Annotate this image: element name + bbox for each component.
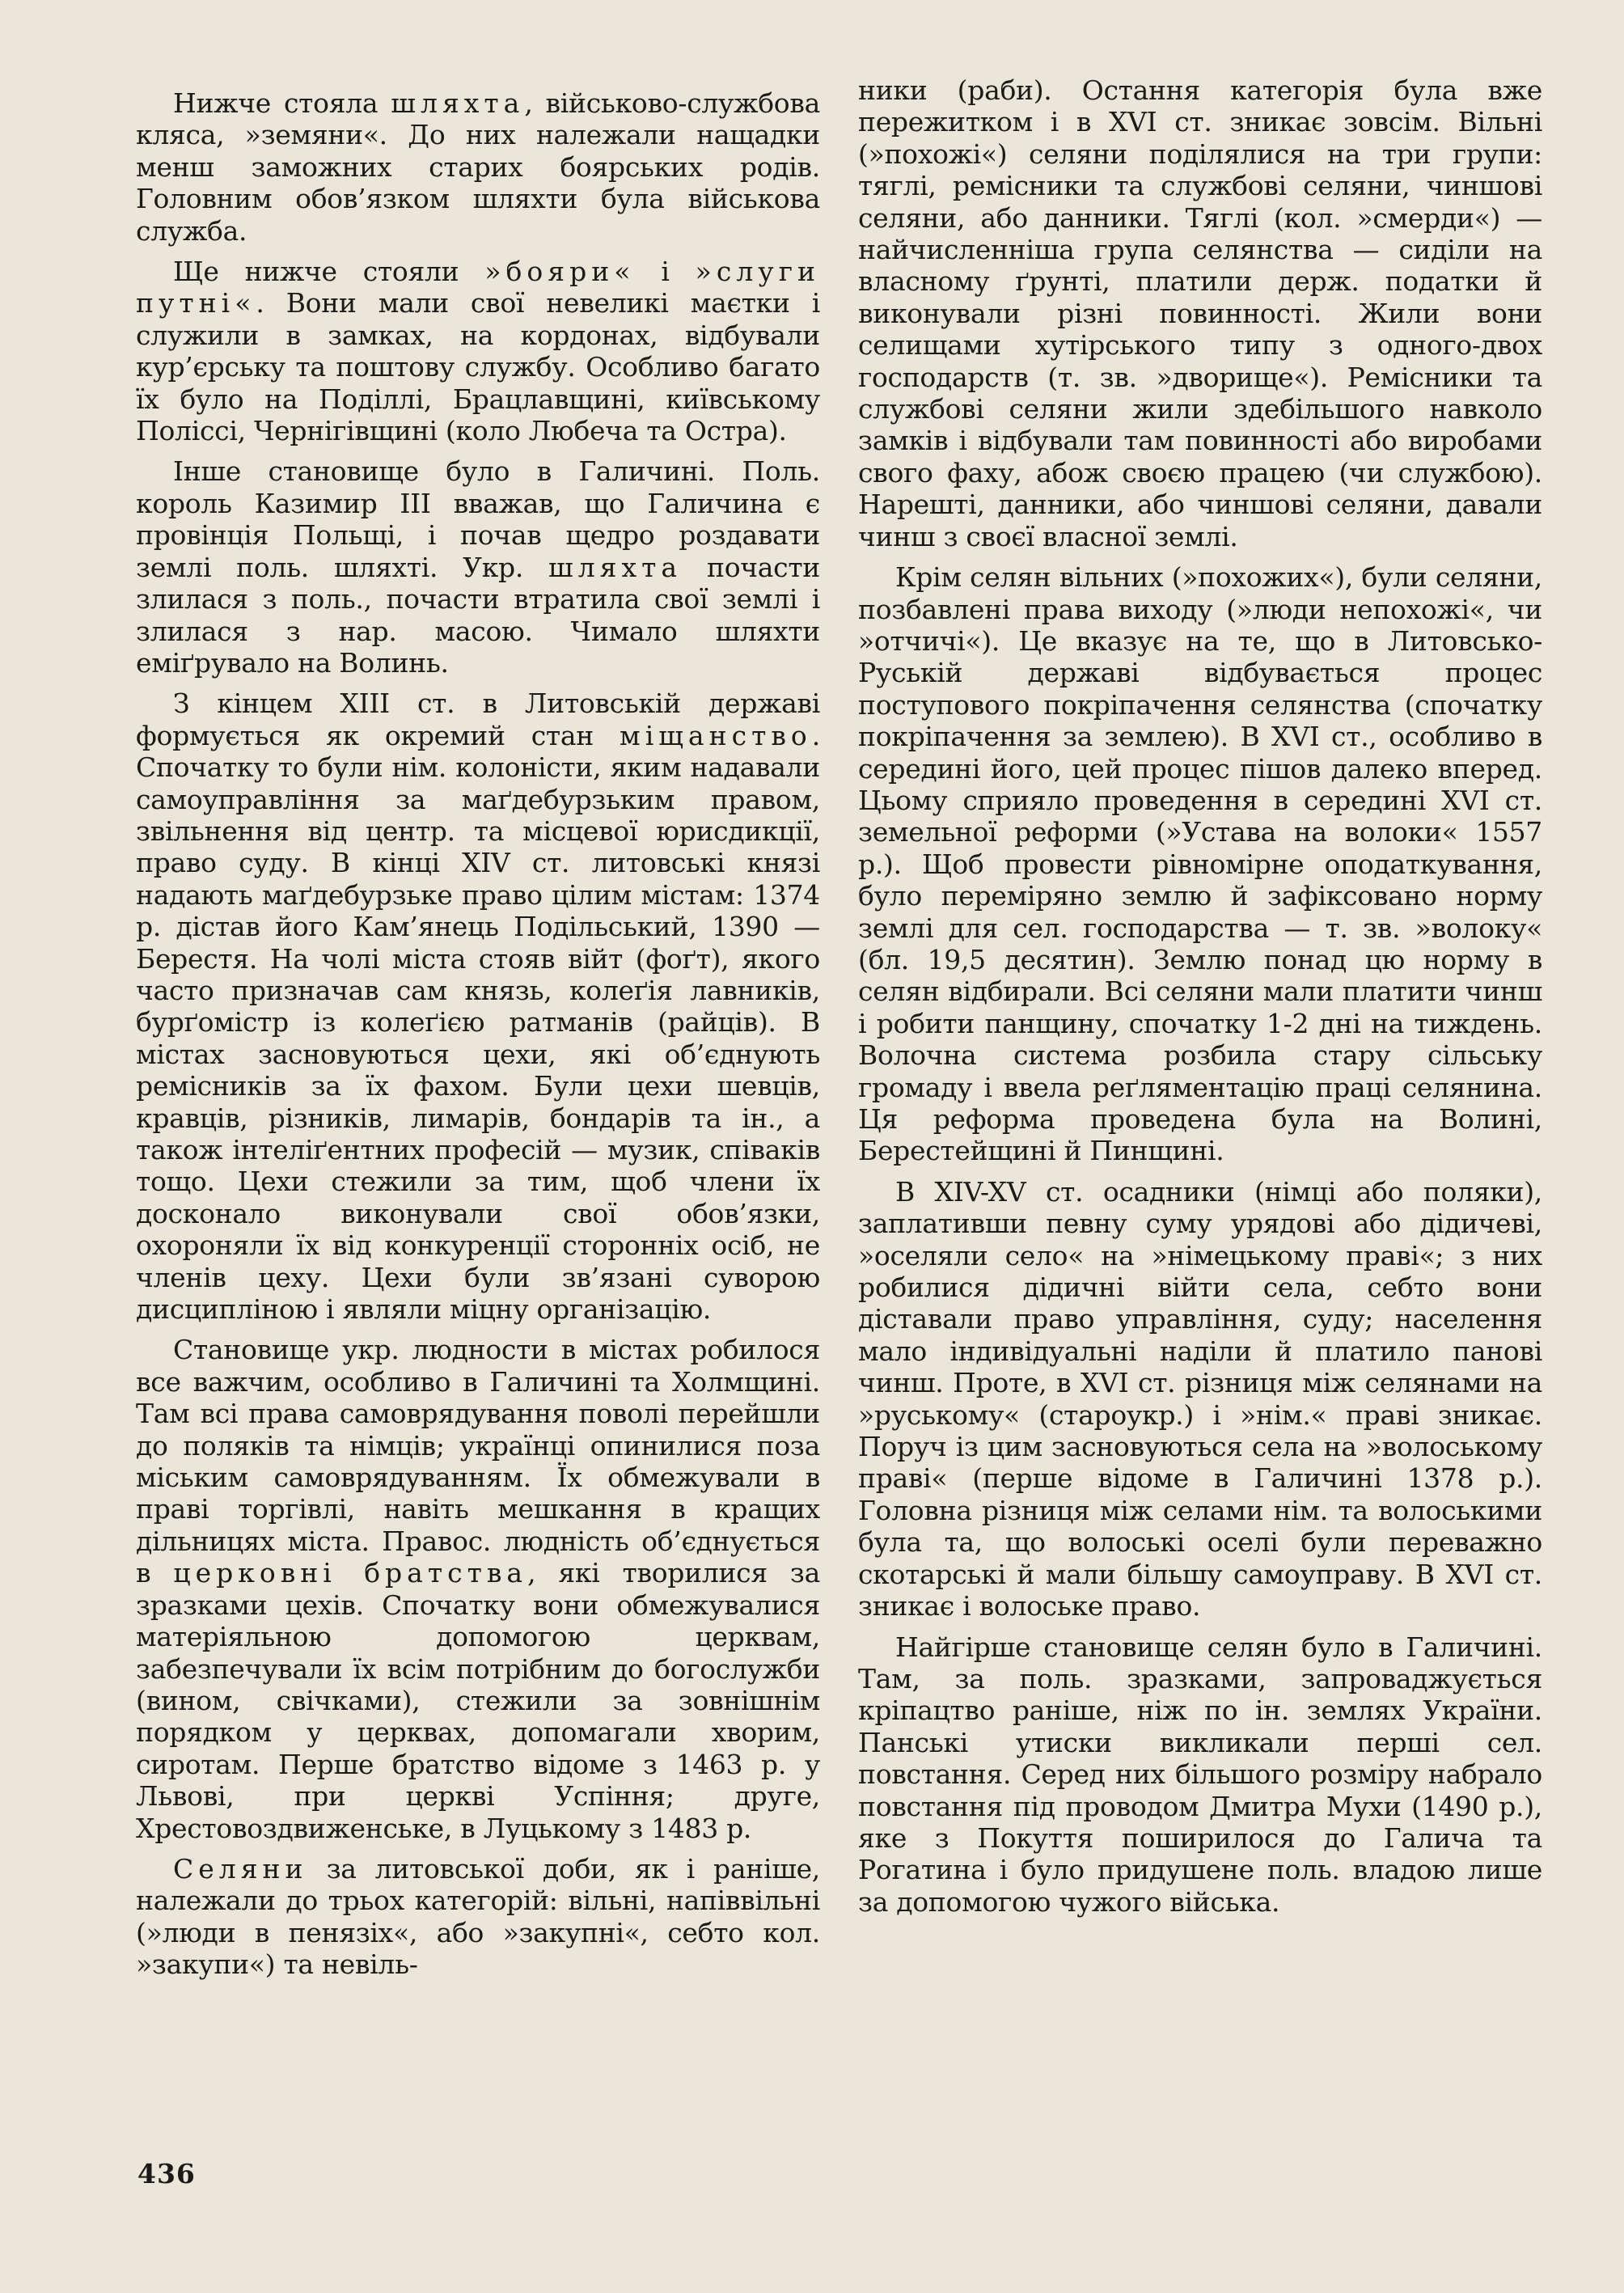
text-run: ники (раби). Остання категорія була вже пережитком і в XVI ст. зникає зовсім. Вільні (»похожі«) селяни поділялися на три групи: тяглі, ремісники та службові селяни, чиншові селяни, або данники. Тяглі (кол. »смерди«) — найчисленніша група селянства — сиділи на власному ґрунті, платили держ. податки й виконували різні повинності. Жили вони селищами хутірського типу з одного-двох господарств (т. зв. »дворище«). Ремісники та службові селяни жили здебільшого навколо замків і відбували там повинності або виробами свого фаху, абож своєю працею (чи службою). Нарешті, данники, або чиншові селяни, давали чинш з своєї власної землі.	[858, 74, 1542, 552]
text-run: і	[635, 256, 696, 288]
spaced-term: шляхта	[391, 87, 525, 119]
text-run: Найгірше становище селян було в Галичині. Там, за поль. зразками, запроваджується кріпацтво раніше, ніж по ін. землях України. Панські утиски викликали перші сел. повстання. Серед них більшого розміру набрало повстання під проводом Дмитра Мухи (1490 р.), яке з Покуття поширилося до Галича та Рогатина і було придушене поль. владою лише за допомогою чужого війська.	[858, 1631, 1542, 1918]
text-run: Нижче стояла	[173, 87, 391, 119]
spaced-term: шляхта	[548, 551, 683, 583]
text-run: Ще нижче стояли	[173, 256, 485, 288]
text-run: . Спочатку то були нім. колоністи, яким надавали самоуправління за маґдебурзьким правом, звільнення від центр. та місцевої юрисдикції, право суду. В кінці XIV ст. литовські князі надають маґдебурзьке право цілим містам: 1374 р. дістав його Кам’янець Подільський, 1390 — Берестя. На чолі міста стояв війт (фоґт), якого часто призначав сам князь, колеґія лавників, бурґомістр із колеґією ратманів (райців). В містах засновуються цехи, які об’єднують ремісників за їх фахом. Були цехи шевців, кравців, різників, лимарів, бондарів та ін., а також інтеліґентних професій — музик, співаків тощо. Цехи стежили за тим, щоб члени їх досконало виконували свої обов’язки, охороняли їх від конкуренції сторонніх осіб, не членів цеху. Цехи були зв’язані суворою дисципліною і являли міцну організацію.	[136, 719, 820, 1326]
paragraph	[858, 1631, 1542, 1919]
spaced-term: церковні братства	[173, 1557, 528, 1589]
text-run: З кінцем XIII ст. в Литовській державі формується як окремий стан	[136, 687, 820, 751]
paragraph	[136, 87, 820, 247]
spaced-term: Селяни	[173, 1852, 308, 1885]
text-run: за литовської доби, як і раніше, належали до трьох категорій: вільні, напіввільні (»люди в пенязіх«, або »закупні«, себто кол. »закупи«) та невіль-	[136, 1852, 820, 1981]
right-column	[858, 74, 1542, 1927]
paragraph	[136, 455, 820, 679]
paragraph	[136, 687, 820, 1325]
spaced-term: міщанство	[620, 719, 812, 751]
spaced-term: »слуги путні«	[136, 256, 820, 319]
paragraph	[858, 74, 1542, 552]
text-run: В XIV-XV ст. осадники (німці або поляки), заплативши певну суму урядові або дідичеві, »оселяли село« на »німецькому праві«; з них робилися дідичні війти села, себто вони діставали право управління, суду; населення мало індивідуальні наділи й платило панові чинш. Проте, в XVI ст. різниця між селянами на »руському« (староукр.) і »нім.« праві зникає. Поруч із цим засновуються села на »волоському праві« (перше відоме в Галичині 1378 р.). Головна різниця між селами нім. та волоськими була та, що волоські оселі були переважно скотарські й мали більшу самоуправу. В XVI ст. зникає і волоське право.	[858, 1175, 1542, 1622]
text-run: почасти злилася з поль., почасти втратила свої землі і злилася з нар. масою. Чимало шляхти еміґрувало на Волинь.	[136, 551, 820, 679]
text-run: Становище укр. людности в містах робилося все важчим, особливо в Галичині та Холмщині. Там всі права самоврядування поволі перейшли до поляків та німців; українці опинилися поза міським самоврядуванням. Їх обмежували в праві торгівлі, навіть мешкання в кращих дільницях міста. Правос. людність об’єднується в	[136, 1334, 820, 1589]
paragraph	[136, 1334, 820, 1844]
paragraph	[858, 1176, 1542, 1622]
text-run: , військово-службова кляса, »земяни«. До них належали нащадки менш заможних старих боярських родів. Головним обов’язком шляхти була військова служба.	[136, 87, 820, 247]
paragraph	[136, 1853, 820, 1981]
text-run: Крім селян вільних (»похожих«), були селяни, позбавлені права виходу (»люди непохожі«, чи »отчичі«). Це вказує на те, що в Литовсько-Руській державі відбувається процес поступового покріпачення селянства (спочатку покріпачення за землею). В XVI ст., особливо в середині його, цей процес пішов далеко вперед. Цьому сприяло проведення в середині XVI ст. земельної реформи (»Устава на волоки« 1557 р.). Щоб провести рівномірне оподаткування, було переміряно землю й зафіксовано норму землі для сел. господарства — т. зв. »волоку« (бл. 19,5 десятин). Землю понад цю норму в селян відбирали. Всі селяни мали платити чинш і робити панщину, спочатку 1-2 дні на тиждень. Волочна система розбила стару сільську громаду і ввела реґляментацію праці селянина. Ця реформа проведена була на Волині, Берестейщині й Пинщині.	[858, 561, 1542, 1167]
text-run: . Вони мали свої невеликі маєтки і служили в замках, на кордонах, відбували кур’єрську та поштову службу. Особливо багато їх було на Поділлі, Брацлавщині, київському Поліссі, Чернігівщині (коло Любеча та Остра).	[136, 287, 820, 447]
page-number: 436	[137, 2158, 196, 2189]
text-run: , які творилися за зразками цехів. Спочатку вони обмежувалися матеріяльною допомогою церквам, забезпечували їх всім потрібним до богослужби (вином, свічками), стежили за зовнішнім порядком у церквах, допомагали хворим, сиротам. Перше братство відоме з 1463 р. у Львові, при церкві Успіння; друге, Хрестовоздвиженське, в Луцькому з 1483 р.	[136, 1557, 821, 1844]
paragraph	[858, 561, 1542, 1167]
paragraph	[136, 256, 820, 446]
spaced-term: »бояри«	[484, 256, 636, 288]
text-run: Інше становище було в Галичині. Поль. король Казимир III вважав, що Галичина є провінція Польщі, і почав щедро роздавати землі поль. шляхті. Укр.	[136, 455, 820, 583]
left-column	[136, 87, 820, 1990]
